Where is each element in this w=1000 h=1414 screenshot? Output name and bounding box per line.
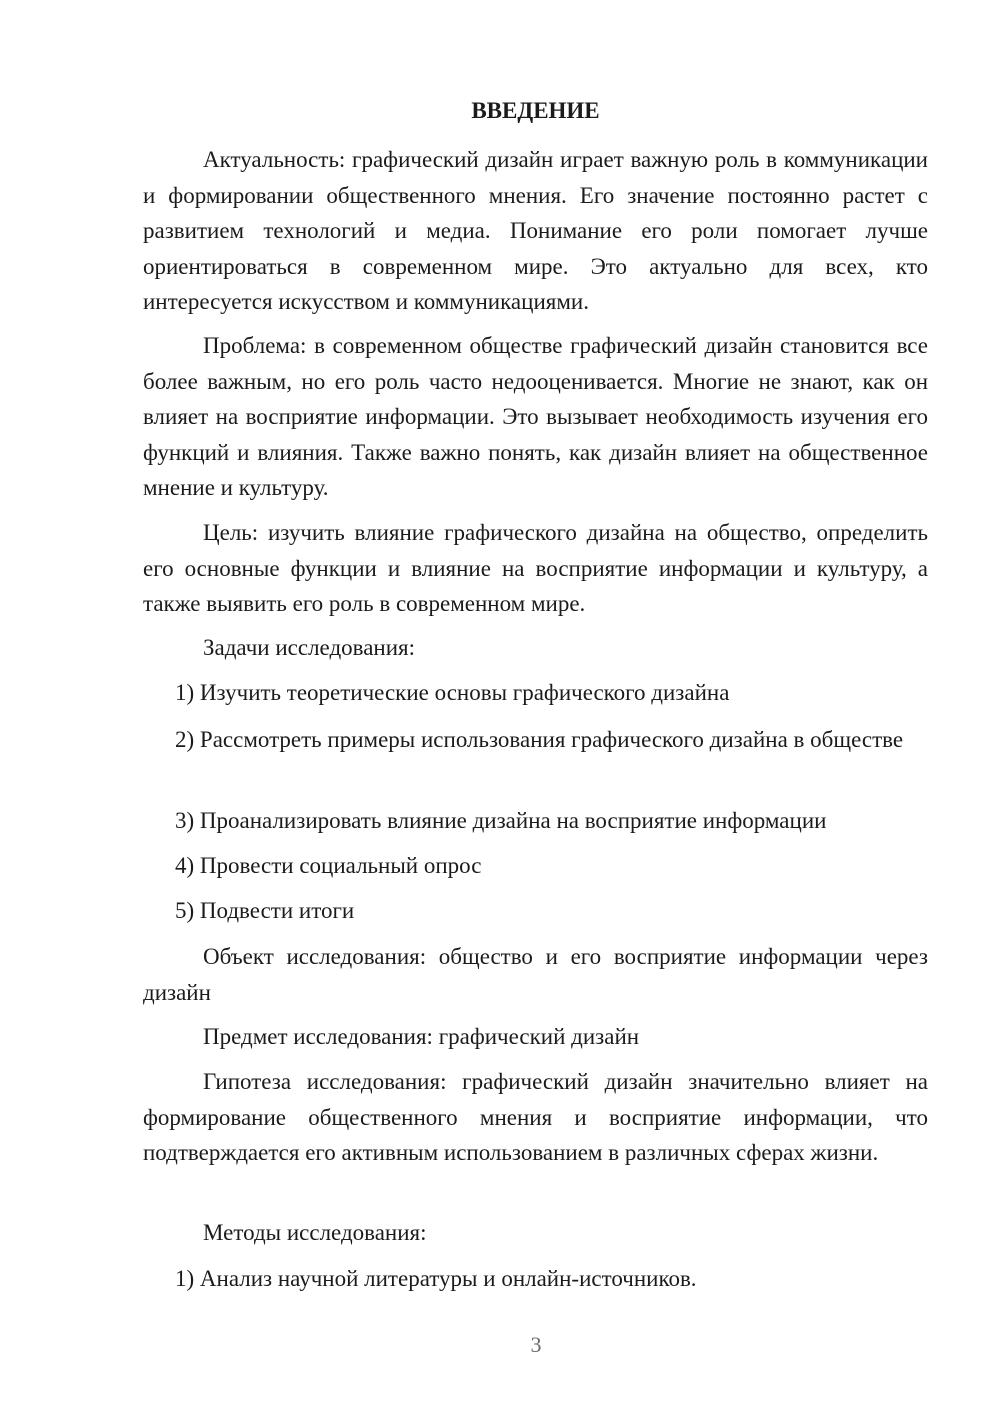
paragraph-problem: Проблема: в современном обществе графический дизайн становится все более важным, но его роль часто недооценивается. Многие не знают, как он влияет на восприятие информации. Это вызывает необходимость изучения его функций и влияния. Также важно понять, как дизайн влияет на общественное мнение и культуру.: [143, 333, 928, 500]
paragraph-hypothesis: Гипотеза исследования: графический дизайн значительно влияет на формирование общественного мнения и восприятие информации, что подтверждается его активным использованием в различных сферах жизни.: [143, 1069, 928, 1165]
task-item-2: 2) Рассмотреть примеры использования графического дизайна в обществе: [175, 727, 904, 752]
page-title: ВВЕДЕНИЕ: [471, 98, 600, 123]
task-item-4: 4) Провести социальный опрос: [175, 853, 482, 878]
paragraph-object: Объект исследования: общество и его восприятие информации через дизайн: [143, 944, 928, 1005]
methods-heading: Методы исследования:: [203, 1220, 427, 1245]
task-item-5: 5) Подвести итоги: [175, 898, 355, 923]
task-item-1: 1) Изучить теоретические основы графического дизайна: [175, 680, 730, 705]
tasks-heading: Задачи исследования:: [203, 635, 416, 660]
paragraph-subject: Предмет исследования: графический дизайн: [203, 1024, 640, 1049]
method-item-1: 1) Анализ научной литературы и онлайн-источников.: [175, 1266, 697, 1291]
paragraph-relevance: Актуальность: графический дизайн играет важную роль в коммуникации и формировании общественного мнения. Его значение постоянно растет с развитием технологий и медиа. Понимание его роли помогает лучше ориентироваться в современном мире. Это актуально для всех, кто интересуется искусством и коммуникациями.: [143, 147, 928, 314]
page-number: 3: [530, 1332, 542, 1357]
task-item-3: 3) Проанализировать влияние дизайна на восприятие информации: [175, 808, 827, 833]
paragraph-goal: Цель: изучить влияние графического дизайна на общество, определить его основные функции и влияние на восприятие информации и культуру, а также выявить его роль в современном мире.: [143, 520, 928, 616]
